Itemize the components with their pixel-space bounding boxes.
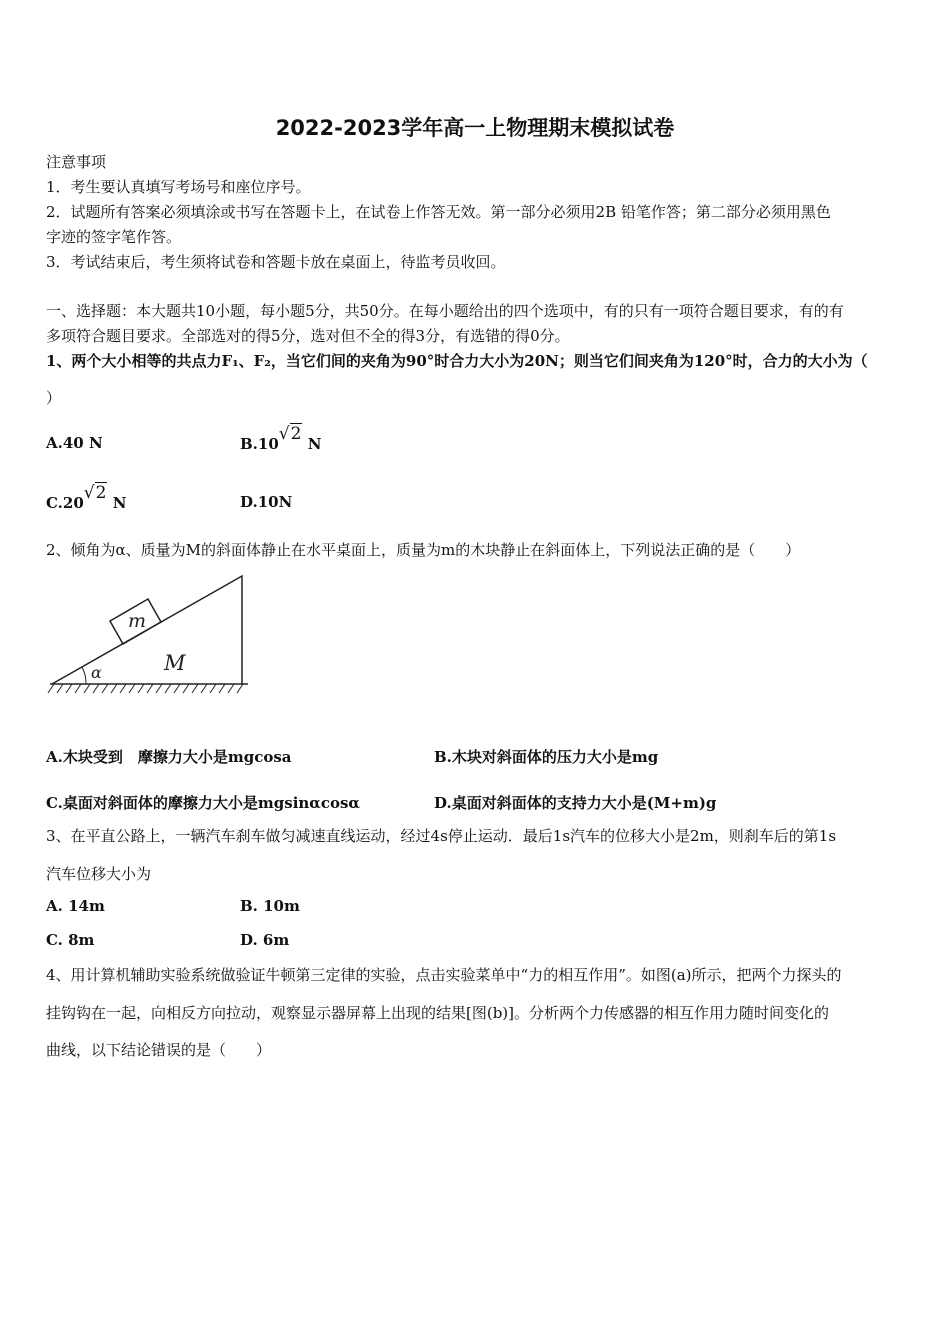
q1-option-c-prefix: C.20	[46, 494, 84, 512]
sqrt-symbol: √2	[278, 424, 302, 444]
q2-stem: 2、倾角为α、质量为M的斜面体静止在水平桌面上，质量为m的木块静止在斜面体上，下列说法正确的是（ ）	[46, 541, 801, 559]
q1-option-b-prefix: B.10	[240, 435, 279, 453]
q3-option-c: C. 8m	[46, 931, 95, 949]
incline-figure	[46, 572, 252, 702]
q4-stem-line2: 挂钩钩在一起，向相反方向拉动，观察显示器屏幕上出现的结果[图(b)]。分析两个力传感器的相互作用力随时间变化的	[46, 1004, 830, 1022]
q1-option-b	[240, 424, 322, 453]
q3-stem-line1: 3、在平直公路上，一辆汽车刹车做匀减速直线运动，经过4s停止运动．最后1s汽车的位移大小是2m，则刹车后的第1s	[46, 827, 837, 845]
q1-option-c-radicand: 2	[95, 483, 107, 503]
q1-option-c-unit: N	[112, 494, 127, 512]
fig-label-m: m	[128, 610, 147, 632]
q1-option-c	[46, 483, 127, 512]
q3-option-d: D. 6m	[240, 931, 290, 949]
q2-option-c: C.桌面对斜面体的摩擦力大小是mgsinαcosα	[46, 794, 360, 812]
sqrt-symbol: √2	[83, 483, 107, 503]
q1-option-d: D.10N	[240, 493, 293, 511]
page-title: 2022-2023学年高一上物理期末模拟试卷	[275, 116, 675, 140]
q3-stem-line2: 汽车位移大小为	[46, 865, 152, 883]
q4-stem-line1: 4、用计算机辅助实验系统做验证牛顿第三定律的实验，点击实验菜单中“力的相互作用”。如图(a)所示，把两个力探头的	[46, 966, 842, 984]
section-intro-line1: 一、选择题：本大题共10小题，每小题5分，共50分。在每小题给出的四个选项中，有的只有一项符合题目要求，有的有	[46, 302, 844, 320]
q2-option-d: D.桌面对斜面体的支持力大小是(M+m)g	[434, 794, 717, 812]
notice-heading: 注意事项	[46, 153, 107, 171]
notice-item-3: 3．考试结束后，考生须将试卷和答题卡放在桌面上，待监考员收回。	[46, 253, 506, 271]
q1-option-a: A.40 N	[46, 434, 103, 452]
q2-option-b: B.木块对斜面体的压力大小是mg	[434, 748, 659, 766]
fig-label-M: M	[164, 651, 186, 675]
notice-item-2-cont: 字迹的签字笔作答。	[46, 228, 182, 246]
q3-option-a: A. 14m	[46, 897, 105, 915]
notice-item-1: 1．考生要认真填写考场号和座位序号。	[46, 178, 311, 196]
q1-stem-line1: 1、两个大小相等的共点力F₁、F₂，当它们间的夹角为90°时合力大小为20N；则当它们间夹角为120°时，合力的大小为（	[46, 352, 868, 370]
q1-option-b-unit: N	[307, 435, 322, 453]
q1-option-b-radicand: 2	[290, 424, 302, 444]
q2-option-a: A.木块受到 摩擦力大小是mgcosa	[46, 748, 292, 766]
q1-stem-line2: ）	[46, 389, 62, 407]
fig-label-alpha: α	[91, 663, 102, 682]
notice-item-2: 2．试题所有答案必须填涂或书写在答题卡上，在试卷上作答无效。第一部分必须用2B 铅笔作答；第二部分必须用黑色	[46, 203, 831, 221]
q4-stem-line3: 曲线，以下结论错误的是（ ）	[46, 1041, 272, 1059]
section-intro-line2: 多项符合题目要求。全部选对的得5分，选对但不全的得3分，有选错的得0分。	[46, 327, 570, 345]
q3-option-b: B. 10m	[240, 897, 300, 915]
